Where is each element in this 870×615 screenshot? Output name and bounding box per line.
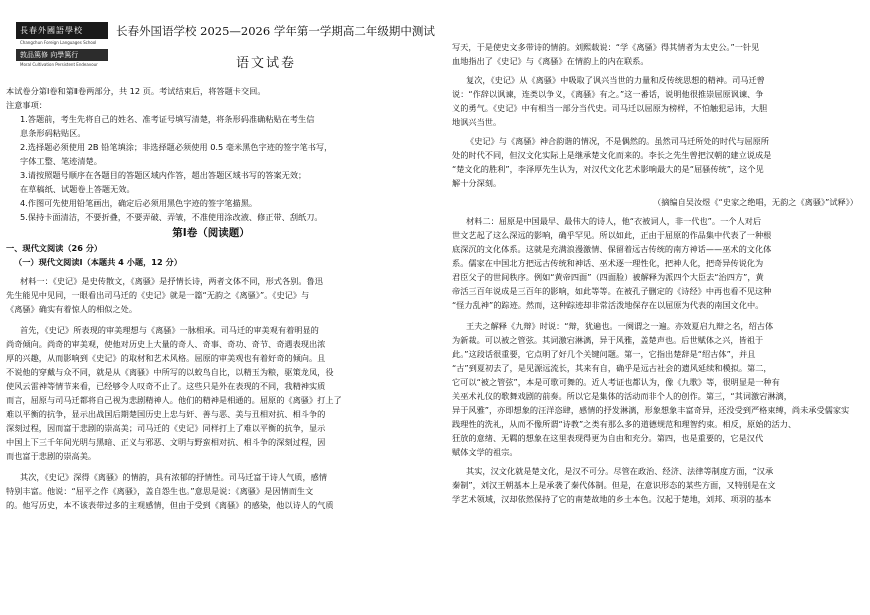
text-line: 其实，汉文化就是楚文化，是汉不可分。尽管在政治、经济、法律等制度方面，“汉承 — [466, 466, 774, 476]
text-line: 为新裁。可以被之管弦。其词激宕淋漓，异于风雅，盖楚声也。后世赋体之兴，皆祖于 — [452, 335, 764, 345]
text-line: 材料二：屈原是中国最早、最伟大的诗人，他“衣被词人，非一代也”。一个人对后 — [466, 216, 762, 226]
right-column — [452, 0, 862, 615]
text-line: 中国上下三千年间光明与黑暗、正义与邪恶、文明与野蛮相对抗、相斗争的深刻过程，因 — [6, 437, 326, 447]
text-line: 秦制”，刘汉王朝基本上是承袭了秦代体制。但是，在意识形态的某些方面，又特别是在文 — [452, 480, 776, 490]
text-line: “古”到夏初去了，是见源远流长，其来有自，确乎是远古社会的遗风延续和模拟。第二， — [452, 363, 772, 373]
text-line: 在草稿纸、试题卷上答题无效。 — [20, 184, 135, 194]
text-line: 5.保持卡面清洁，不要折叠，不要弄破、弄皱，不准使用涂改液、修正带、刮纸刀。 — [20, 212, 323, 222]
text-line: 复次，《史记》从《离骚》中吸取了讽兴当世的力量和反传统思想的精神。司马迁曾 — [466, 75, 765, 85]
text-line: 1.答题前，考生先将自己的姓名、准考证号填写清楚，将条形码准确粘贴在考生信 — [20, 114, 315, 124]
text-line: 使风云雷神等情节来看，已经够令人叹奇不止了。这些只是外在表现的不同，我精神实质 — [6, 381, 326, 391]
text-line: （一）现代文阅读Ⅰ（本题共 4 小题，12 分） — [14, 257, 182, 267]
text-line: 注意事项： — [6, 100, 47, 110]
text-line: 血地指出了《史记》与《离骚》在情韵上的内在联系。 — [452, 56, 649, 66]
text-line: 而言，屈原与司马迁都将自己视为悲剧精神人。他们的精神是相通的。屈原的《离骚》打上了 — [6, 395, 342, 405]
text-line: 字体工整、笔迹清楚。 — [20, 156, 102, 166]
text-line: 世文艺起了这么深远的影响，确乎罕见。所以如此，正由于屈原的作品集中代表了一种根 — [452, 230, 772, 240]
text-line: 学艺术领域，汉却依然保持了它的南楚故地的乡土本色。汉起于楚地，刘邦、项羽的基本 — [452, 494, 772, 504]
text-line: 难以平衡的抗争，显示出战国后期楚国历史上忠与奸、善与恶、美与丑相对抗、相斗争的 — [6, 409, 326, 419]
logo-motto-english: Moral Cultivation Persistent Endeavour — [20, 62, 98, 67]
exam-school-line: 长春外国语学校 2025—2026 学年第一学期高二年级期中测试 — [116, 24, 435, 38]
text-line: 材料一：《史记》是史传散文，《离骚》是抒情长诗，两者文体不同，形式各别。鲁迅 — [20, 276, 323, 286]
text-line: “怪力乱神”的踪迹。然而，这种踪迹却非常活泼地保存在以屈原为代表的南国文化中。 — [452, 300, 764, 310]
right-body-text — [452, 40, 862, 506]
text-line: 深刻过程，因而富于悲剧的崇高美；司马迁的《史记》同样打上了难以平衡的抗争，显示 — [6, 423, 326, 433]
text-line: 《史记》与《离骚》神合韵谐的情况，不是偶然的。虽然司马迁所处的时代与屈原所 — [466, 136, 769, 146]
text-line: 此。”这段话很重要，它点明了好几个关键问题。第一，它指出楚辞是“绍古体”，并且 — [452, 349, 756, 359]
text-line: 的。他写历史，本不该表带过多的主观感情，但由于受到《离骚》的感染，他以诗人的气质 — [6, 500, 334, 510]
text-line: 其次，《史记》深得《离骚》的情韵，具有浓郁的抒情性。司马迁富于诗人气质，感情 — [20, 472, 328, 482]
text-line: 王夫之解释《九辩》时说：“辩，犹遍也。一阕谓之一遍。亦效夏启九辩之名，绍古体 — [466, 321, 774, 331]
text-line: 先生能见中见同，一眼看出司马迁的《史记》就是一篇“无韵之《离骚》”。《史记》与 — [6, 290, 310, 300]
text-line: “楚文化的胜利”，李泽厚先生认为，对汉代文化艺术影响最大的是“屈骚传统”，这个见 — [452, 164, 764, 174]
text-line: 尚奇倾向。尚奇的审美观，使他对历史上大量的奇人、奇事、奇功、奇节、奇遇表现出浓 — [6, 339, 326, 349]
text-line: 息条形码粘贴区。 — [20, 128, 86, 138]
left-body-text — [6, 84, 416, 512]
text-line: 赋体文学的祖宗。 — [452, 447, 518, 457]
left-column — [6, 0, 435, 615]
text-line: 说：“作辞以讽谏，连类以争义，《离骚》有之。”这一番话，说明他很推崇屈原讽谏、争 — [452, 89, 764, 99]
text-line: 践理性的洗礼，从而不像所谓“诗教”之类有那么多的道德规范和理智约束。相反，原始的活力、 — [452, 419, 797, 429]
text-line: 首先，《史记》所表现的审美理想与《离骚》一脉相承。司马迁的审美观有着明显的 — [20, 325, 319, 335]
text-line: 君臣父子的世间秩序。例如“黄帝四面”（四面脸）被解释为派四个大臣去“治四方”，黄 — [452, 272, 764, 282]
text-line: 3.请按照题号顺序在各题目的答题区域内作答，超出答题区域书写的答案无效； — [20, 170, 307, 180]
text-line: 特别丰富。他说：“屈平之作《离骚》，盖自怨生也。”意思是说：《离骚》是因情而生文 — [6, 486, 314, 496]
text-line: 本试卷分第Ⅰ卷和第Ⅱ卷两部分，共 12 页。考试结束后，将答题卡交回。 — [6, 86, 266, 96]
spacer — [452, 312, 862, 319]
spacer — [6, 316, 416, 323]
text-line: （摘编自吴汝煜《“史家之绝唱，无韵之《离骚》”试释》） — [653, 197, 858, 207]
text-line: 解十分深刻。 — [452, 178, 502, 188]
logo-motto: 敦品篤修 向學篤行 — [16, 49, 108, 61]
section-heading: 第Ⅰ卷（阅读题） — [172, 227, 250, 239]
logo-english-name: Changchun Foreign Languages School — [20, 40, 97, 45]
text-line: 而也富于悲剧的崇高美。 — [6, 451, 97, 461]
text-line: 2.选择题必须使用 2B 铅笔填涂；非选择题必须使用 0.5 毫米黑色字迹的签字笔书写， — [20, 142, 333, 152]
text-line: 狂放的意绪、无羁的想象在这里表现得更为自由和充分。第四，也是重要的，它是汉代 — [452, 433, 764, 443]
exam-header — [6, 0, 435, 84]
spacer — [6, 463, 416, 470]
school-logo — [16, 22, 108, 76]
right-top-margin — [452, 0, 862, 40]
text-line: 处的时代不同，但汉文化实际上是继承楚文化而来的。李长之先生曾把汉朝的建立说成是 — [452, 150, 772, 160]
text-line: 义的勇气。《史记》中有相当一部分当代史。司马迁以屈原为榜样，不怕触犯忌讳，大胆 — [452, 103, 768, 113]
text-line: 它可以“被之管弦”，本是可歌可舞的。近人考证也都认为，像《九歌》等，很明显是一种有 — [452, 377, 780, 387]
text-line: 一、现代文阅读（26 分） — [6, 243, 103, 253]
text-line: 地讽兴当世。 — [452, 117, 502, 127]
text-line: 关巫术礼仪的歌舞戏剧的前奏。所以它是集体的活动而非个人的创作。第三，“其词激宕淋漓， — [452, 391, 792, 401]
text-line: 《离骚》确实有着惊人的相似之处。 — [6, 304, 138, 314]
text-line: 底深沉的文化体系。这就是充满浪漫激情、保留着远古传统的南方神话——巫术的文化体 — [452, 244, 772, 254]
text-line: 系。儒家在中国北方把远古传统和神话、巫术逐一理性化，把神人化，把奇异传说化为 — [452, 258, 764, 268]
text-line: 写天，于是使史文多带诗的情韵。刘熙载说：“学《离骚》得其情者为太史公。”一针见 — [452, 42, 760, 52]
text-line: 厚的兴趣，从而影响到《史记》的取材和艺术风格。屈原的审美观也有着好奇的倾向。且 — [6, 353, 326, 363]
text-line: 异于风雅”，亦即想象的汪洋恣肆，感情的抒发淋漓，形象想象丰富奇异，还没受到严格束缚，尚未承受儒家实 — [452, 405, 850, 415]
text-line: 4.作图可先使用铅笔画出，确定后必须用黑色字迹的签字笔描黑。 — [20, 198, 258, 208]
text-line: 帝活三百年说成是三百年的影响，如此等等。在被孔子删定的《诗经》中再也看不见这种 — [452, 286, 772, 296]
text-line: 不说他的穿戴与众不同，就是从《离骚》中所写的以蛟鸟自比，以精玉为粮，驱策龙凤，役 — [6, 367, 334, 377]
logo-name: 長春外國語學校 — [16, 22, 108, 39]
paper-title: 语文试卷 — [236, 56, 297, 71]
